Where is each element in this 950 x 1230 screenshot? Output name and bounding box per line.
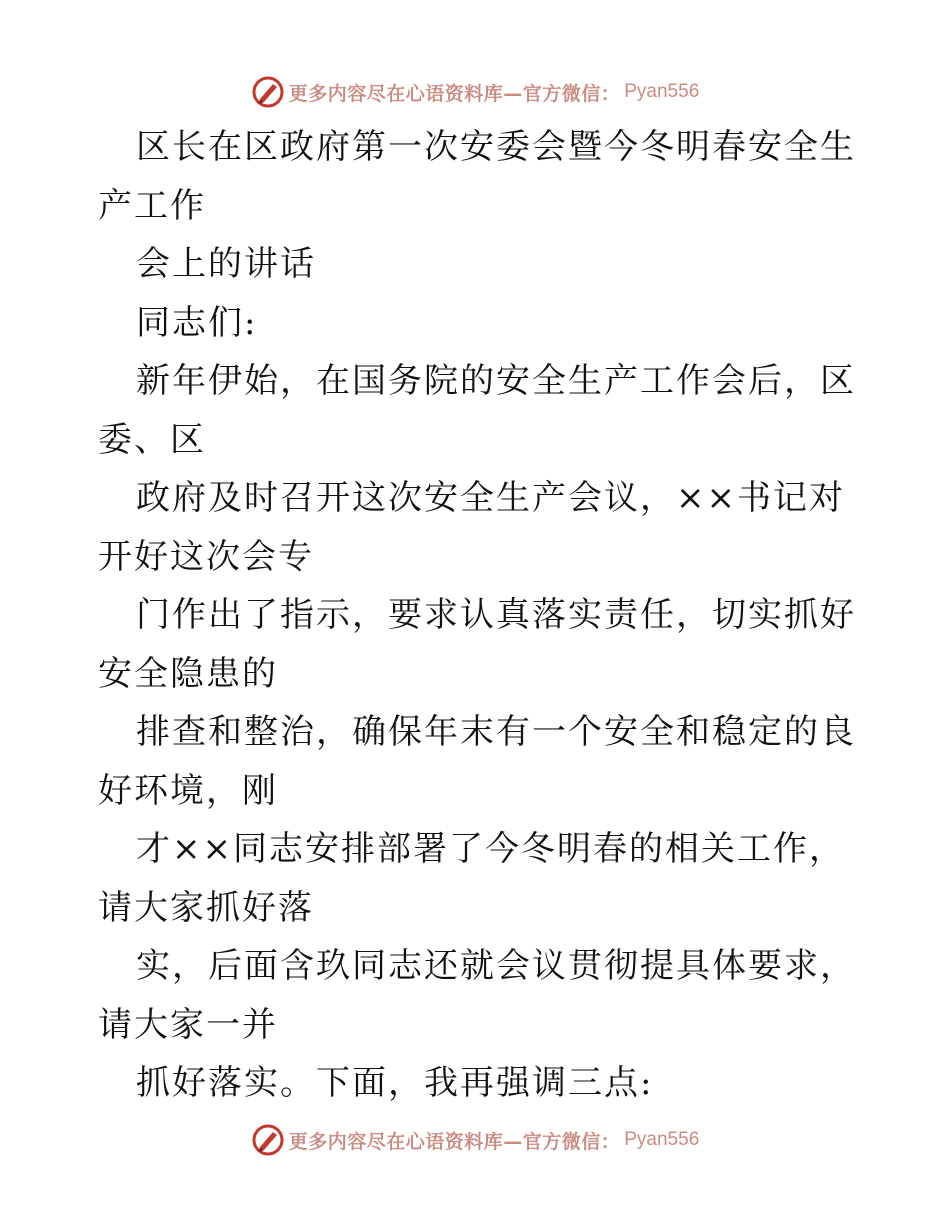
paragraph: 才××同志安排部署了今冬明春的相关工作，请大家抓好落 xyxy=(98,829,845,928)
paragraph: 政府及时召开这次安全生产会议，××书记对开好这次会专 xyxy=(98,478,845,577)
document-body xyxy=(98,118,858,1113)
watermark-text: 更多内容尽在心语资料库—官方微信： xyxy=(288,1130,621,1153)
paragraph: 抓好落实。下面，我再强调三点: xyxy=(136,1063,654,1103)
header-watermark xyxy=(0,72,950,112)
paragraph: 实，后面含玖同志还就会议贯彻提具体要求，请大家一并 xyxy=(98,946,856,1045)
watermark-wechat: Pyan556 xyxy=(624,81,700,102)
paragraph: 排查和整治，确保年末有一个安全和稳定的良好环境，刚 xyxy=(98,712,856,811)
paragraph: 会上的讲话 xyxy=(136,244,316,284)
footer-watermark xyxy=(0,1120,950,1160)
pen-logo-icon xyxy=(251,75,285,109)
paragraph: 区长在区政府第一次安委会暨今冬明春安全生产工作 xyxy=(98,127,856,226)
paragraph: 同志们: xyxy=(136,302,258,343)
pen-logo-icon xyxy=(251,1123,285,1157)
watermark-wechat: Pyan556 xyxy=(624,1129,700,1150)
watermark-text: 更多内容尽在心语资料库—官方微信： xyxy=(288,82,621,105)
paragraph: 门作出了指示，要求认真落实责任，切实抓好安全隐患的 xyxy=(98,595,856,694)
paragraph: 新年伊始，在国务院的安全生产工作会后，区委、区 xyxy=(98,361,856,460)
